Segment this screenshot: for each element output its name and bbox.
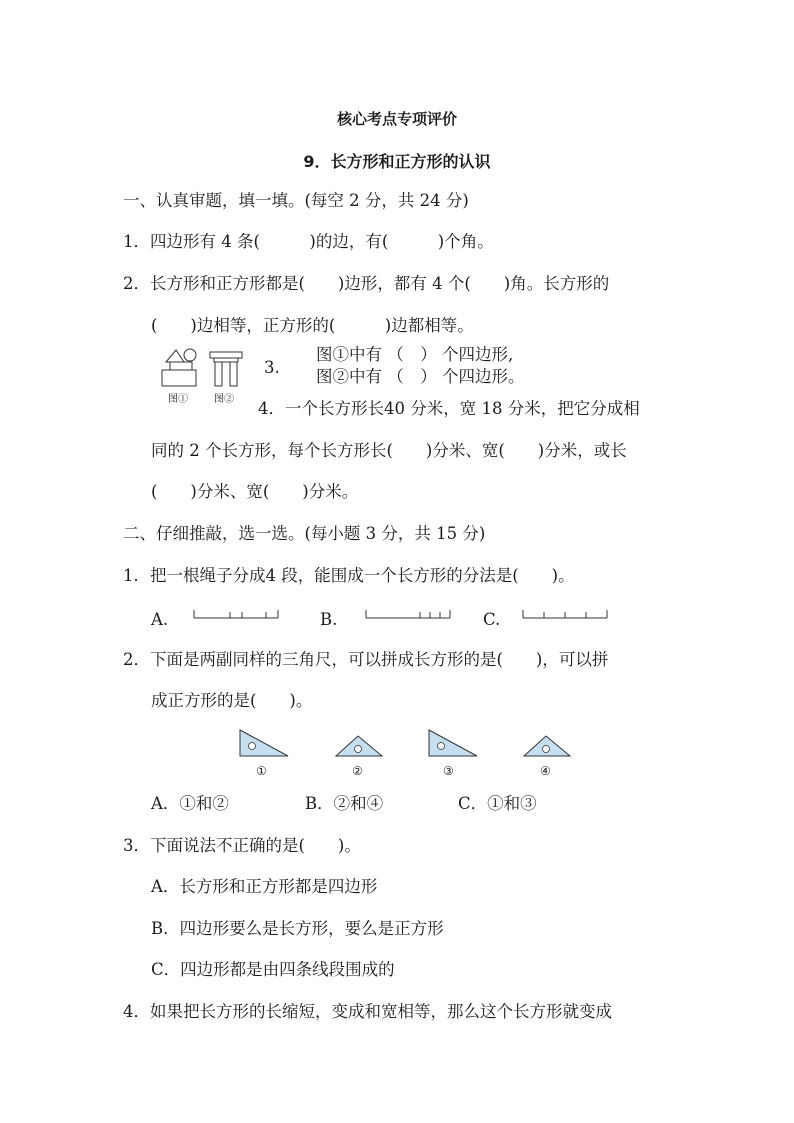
triangle-1-label: ① (256, 764, 267, 778)
figure-2-caption: 图② (214, 394, 234, 405)
triangle-4-label: ④ (540, 764, 551, 778)
rope-option-b (365, 608, 451, 620)
s1-question-4-line1: 4．一个长方形长40 分米，宽 18 分米，把它分成相 (258, 399, 640, 418)
s2-q3-option-b: B．四边形要么是长方形，要么是正方形 (151, 919, 444, 938)
page-subtitle: 9．长方形和正方形的认识 (303, 152, 491, 171)
section2-heading: 二、仔细推敲，选一选。(每小题 3 分，共 15 分) (123, 524, 486, 543)
s1-question-2-line1: 2．长方形和正方形都是( )边形，都有 4 个( )角。长方形的 (123, 274, 610, 293)
s2-question-4: 4．如果把长方形的长缩短，变成和宽相等，那么这个长方形就变成 (123, 1002, 612, 1021)
rope-option-a (193, 608, 279, 620)
figure-1-shapes (160, 348, 200, 388)
s2-q1-option-a: A. (151, 610, 169, 629)
triangle-ruler-2 (334, 734, 384, 758)
s2-question-2-line1: 2．下面是两副同样的三角尺，可以拼成长方形的是( )，可以拼 (123, 650, 609, 669)
triangle-3-label: ③ (443, 764, 454, 778)
figure-2-shapes (208, 350, 244, 390)
s2-question-1: 1．把一根绳子分成4 段，能围成一个长方形的分法是( )。 (123, 566, 575, 585)
s1-question-1: 1．四边形有 4 条( )的边，有( )个角。 (123, 232, 494, 251)
s2-q3-option-a: A．长方形和正方形都是四边形 (151, 877, 378, 896)
s2-q1-option-b: B. (320, 610, 338, 629)
s1-question-4-line2: 同的 2 个长方形，每个长方形长( )分米、宽( )分米，或长 (151, 441, 627, 460)
triangle-ruler-1 (238, 728, 290, 758)
triangle-2-label: ② (352, 764, 363, 778)
s2-q2-option-c: C．①和③ (458, 794, 537, 813)
triangle-ruler-4 (522, 734, 572, 758)
figure-1-caption: 图① (168, 394, 188, 405)
s2-question-3: 3．下面说法不正确的是( )。 (123, 836, 361, 855)
s1-question-3-line1: 图①中有 （ ） 个四边形, (316, 345, 514, 364)
s1-question-3-line2: 图②中有 （ ） 个四边形。 (316, 367, 525, 386)
section1-heading: 一、认真审题，填一填。(每空 2 分，共 24 分) (123, 191, 469, 210)
s1-question-2-line2: ( )边相等，正方形的( )边都相等。 (151, 316, 474, 335)
page-title: 核心考点专项评价 (336, 110, 457, 128)
s2-q1-option-c: C. (483, 610, 501, 629)
s2-question-2-line2: 成正方形的是( )。 (151, 691, 313, 710)
s2-q3-option-c: C．四边形都是由四条线段围成的 (151, 960, 395, 979)
rope-option-c (522, 608, 608, 620)
s1-question-3-number: 3. (264, 358, 280, 377)
s1-question-4-line3: ( )分米、宽( )分米。 (151, 482, 359, 501)
triangle-ruler-3 (427, 728, 479, 758)
s2-q2-option-b: B．②和④ (305, 794, 384, 813)
s2-q2-option-a: A．①和② (151, 794, 229, 813)
